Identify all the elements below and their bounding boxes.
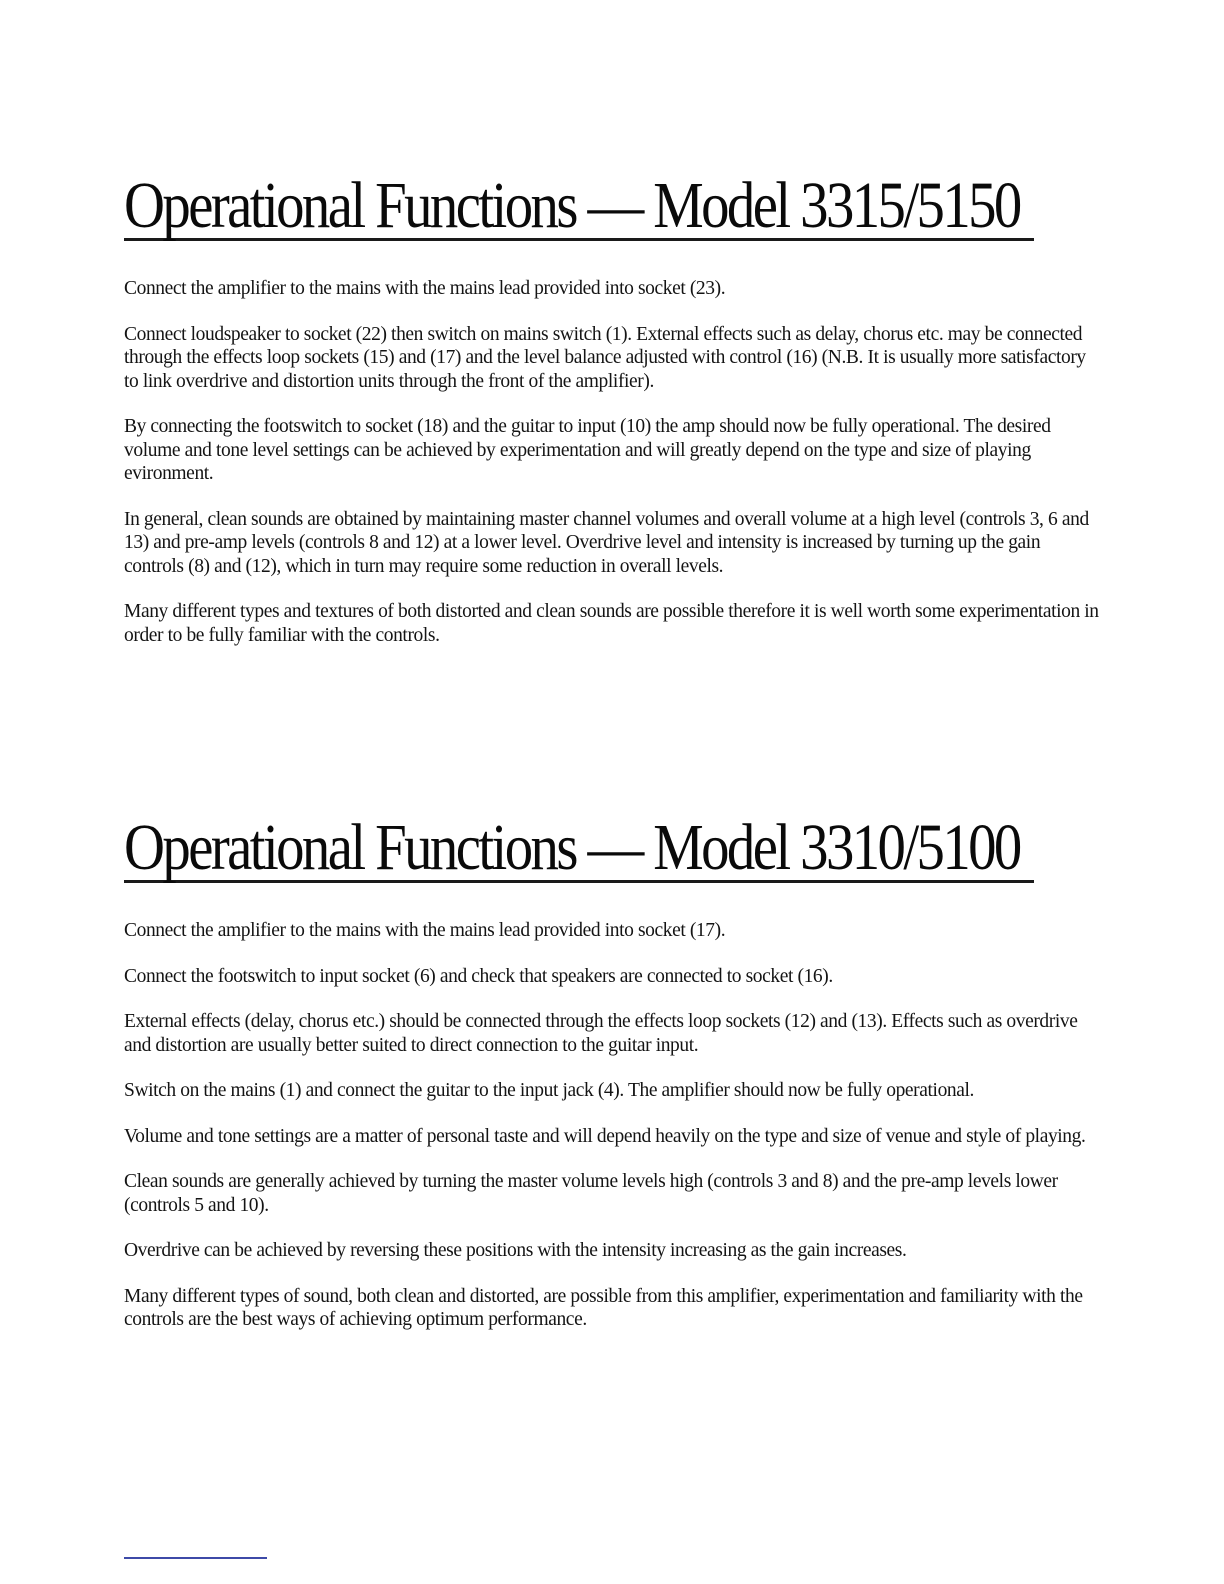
paragraph: Clean sounds are generally achieved by turning the master volume levels high (controls 3 and 8) and the pre-amp levels lower (controls 5 and 10). [124, 1171, 1058, 1216]
paragraph: Overdrive can be achieved by reversing these positions with the intensity increasing as the gain increases. [124, 1240, 907, 1261]
paragraph: By connecting the footswitch to socket (18) and the guitar to input (10) the amp should now be fully operational. The desired volume and tone level settings can be achieved by experimentation and will greatly depend on the type and size of playing evironment. [124, 416, 1051, 484]
paragraph: Many different types of sound, both clean and distorted, are possible from this amplifier, experimentation and familiarity with the controls are the best ways of achieving optimum performance. [124, 1285, 1083, 1330]
section-heading: Operational Functions — Model 3310/5100 [124, 811, 1020, 884]
section-model-3315-5150 [124, 170, 1099, 669]
section-body [124, 919, 1099, 1332]
paragraph: Switch on the mains (1) and connect the guitar to the input jack (4). The amplifier should now be fully operational. [124, 1080, 975, 1101]
paragraph: Connect loudspeaker to socket (22) then switch on mains switch (1). External effects such as delay, chorus etc. may be connected through the effects loop sockets (15) and (17) and the level balance adjusted with control (16) (N.B. It is usually more satisfactory to link overdrive and distortion units through the front of the amplifier). [124, 323, 1086, 392]
paragraph: Connect the amplifier to the mains with the mains lead provided into socket (23). [124, 278, 726, 299]
section-body [124, 277, 1099, 647]
paragraph: External effects (delay, chorus etc.) should be connected through the effects loop sockets (12) and (13). Effects such as overdrive and distortion are usually better suited to direct connection to the guitar input. [124, 1011, 1078, 1056]
footnote-rule [124, 1557, 267, 1559]
section-model-3310-5100 [124, 812, 1099, 1354]
paragraph: In general, clean sounds are obtained by maintaining master channel volumes and overall volume at a high level (controls 3, 6 and 13) and pre-amp levels (controls 8 and 12) at a lower level. Overdrive level and intensity is increased by turning up the gain controls (8) and (12), which in turn may require some reduction in overall levels. [124, 508, 1089, 577]
paragraph: Many different types and textures of both distorted and clean sounds are possible therefore it is well worth some experimentation in order to be fully familiar with the controls. [124, 601, 1099, 646]
paragraph: Connect the footswitch to input socket (6) and check that speakers are connected to socket (16). [124, 965, 833, 987]
section-heading: Operational Functions — Model 3315/5150 [124, 169, 1020, 242]
paragraph: Connect the amplifier to the mains with the mains lead provided into socket (17). [124, 920, 726, 941]
paragraph: Volume and tone settings are a matter of personal taste and will depend heavily on the type and size of venue and style of playing. [124, 1125, 1086, 1147]
